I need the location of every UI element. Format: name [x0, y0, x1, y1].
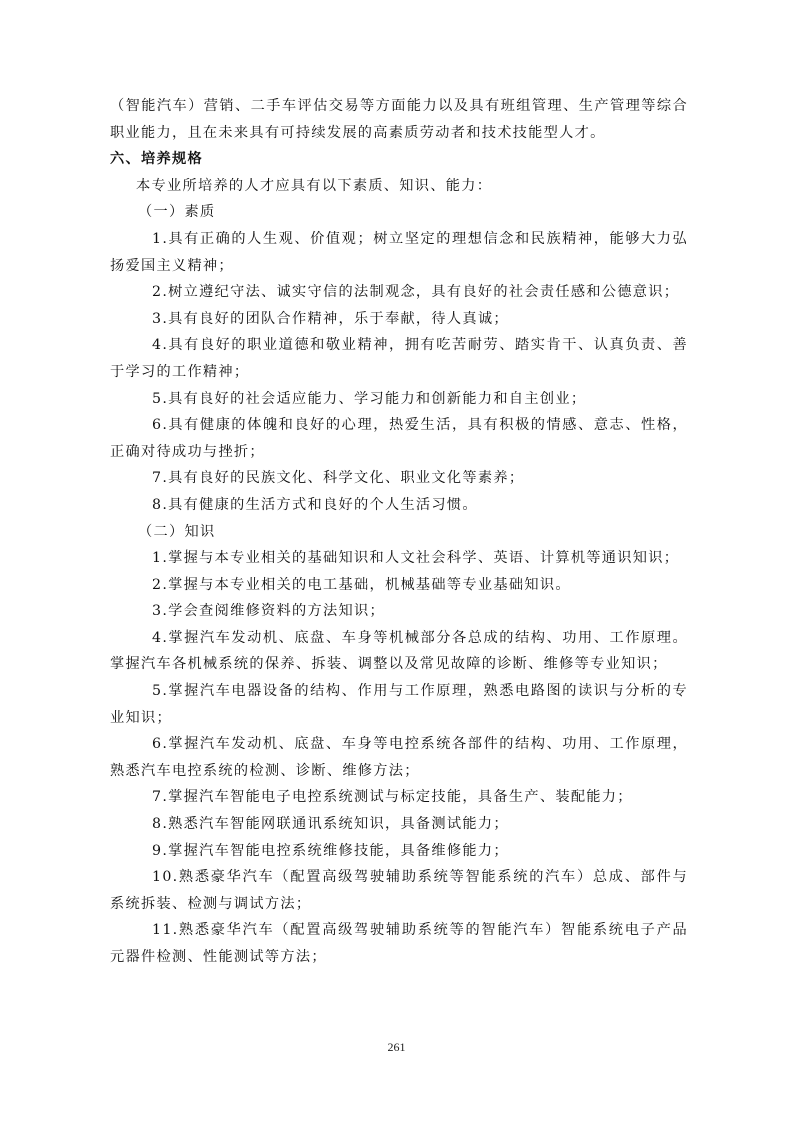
page-number: 261 — [387, 1040, 406, 1054]
quality-item-1: 1.具有正确的人生观、价值观；树立坚定的理想信念和民族精神，能够大力弘扬爱国主义精神； — [110, 230, 688, 274]
quality-item-6: 6.具有健康的体魄和良好的心理，热爱生活，具有积极的情感、意志、性格，正确对待成功与挫折； — [110, 417, 688, 460]
knowledge-item-7: 7.掌握汽车智能电子电控系统测试与标定技能，具备生产、装配能力； — [152, 789, 633, 806]
quality-item-5: 5.具有良好的社会适应能力、学习能力和创新能力和自主创业； — [152, 390, 587, 407]
knowledge-item-4: 4.掌握汽车发动机、底盘、车身等机械部分各总成的结构、功用、工作原理。掌握汽车各机械系统的保养、拆装、调整以及常见故障的诊断、维修等专业知识； — [110, 629, 688, 673]
knowledge-item-8: 8.熟悉汽车智能网联通讯系统知识，具备测试能力； — [152, 816, 509, 833]
knowledge-item-3: 3.学会查阅维修资料的方法知识； — [152, 603, 385, 620]
quality-item-2: 2.树立遵纪守法、诚实守信的法制观念，具有良好的社会责任感和公德意识； — [152, 284, 680, 301]
quality-item-4: 4.具有良好的职业道德和敬业精神，拥有吃苦耐劳、踏实肯干、认真负责、善于学习的工作精神； — [110, 337, 688, 380]
quality-item-8: 8.具有健康的生活方式和良好的个人生活习惯。 — [152, 496, 478, 513]
knowledge-item-10: 10.熟悉豪华汽车（配置高级驾驶辅助系统等智能系统的汽车）总成、部件与系统拆装、检测与调试方法； — [110, 869, 688, 912]
document-body — [110, 93, 688, 971]
intro-continuation: （智能汽车）营销、二手车评估交易等方面能力以及具有班组管理、生产管理等综合职业能力，且在未来具有可持续发展的高素质劳动者和技术技能型人才。 — [110, 98, 688, 141]
knowledge-item-1: 1.掌握与本专业相关的基础知识和人文社会科学、英语、计算机等通识知识； — [152, 550, 680, 567]
knowledge-item-9: 9.掌握汽车智能电控系统维修技能，具备维修能力； — [152, 842, 509, 859]
quality-item-7: 7.具有良好的民族文化、科学文化、职业文化等素养； — [152, 470, 525, 487]
subsection-title-quality: （一）素质 — [138, 204, 216, 221]
subsection-title-knowledge: （二）知识 — [138, 523, 216, 540]
quality-item-3: 3.具有良好的团队合作精神，乐于奉献，待人真诚； — [152, 310, 509, 327]
section-title: 六、培养规格 — [110, 151, 203, 168]
knowledge-item-2: 2.掌握与本专业相关的电工基础，机械基础等专业基础知识。 — [152, 576, 571, 593]
knowledge-item-11: 11.熟悉豪华汽车（配置高级驾驶辅助系统等的智能汽车）智能系统电子产品元器件检测、性能测试等方法； — [110, 922, 688, 965]
knowledge-item-6: 6.掌握汽车发动机、底盘、车身等电控系统各部件的结构、功用、工作原理，熟悉汽车电控系统的检测、诊断、维修方法； — [110, 736, 688, 779]
lead-paragraph: 本专业所培养的人才应具有以下素质、知识、能力： — [136, 177, 493, 194]
knowledge-item-5: 5.掌握汽车电器设备的结构、作用与工作原理，熟悉电路图的读识与分析的专业知识； — [110, 683, 688, 726]
